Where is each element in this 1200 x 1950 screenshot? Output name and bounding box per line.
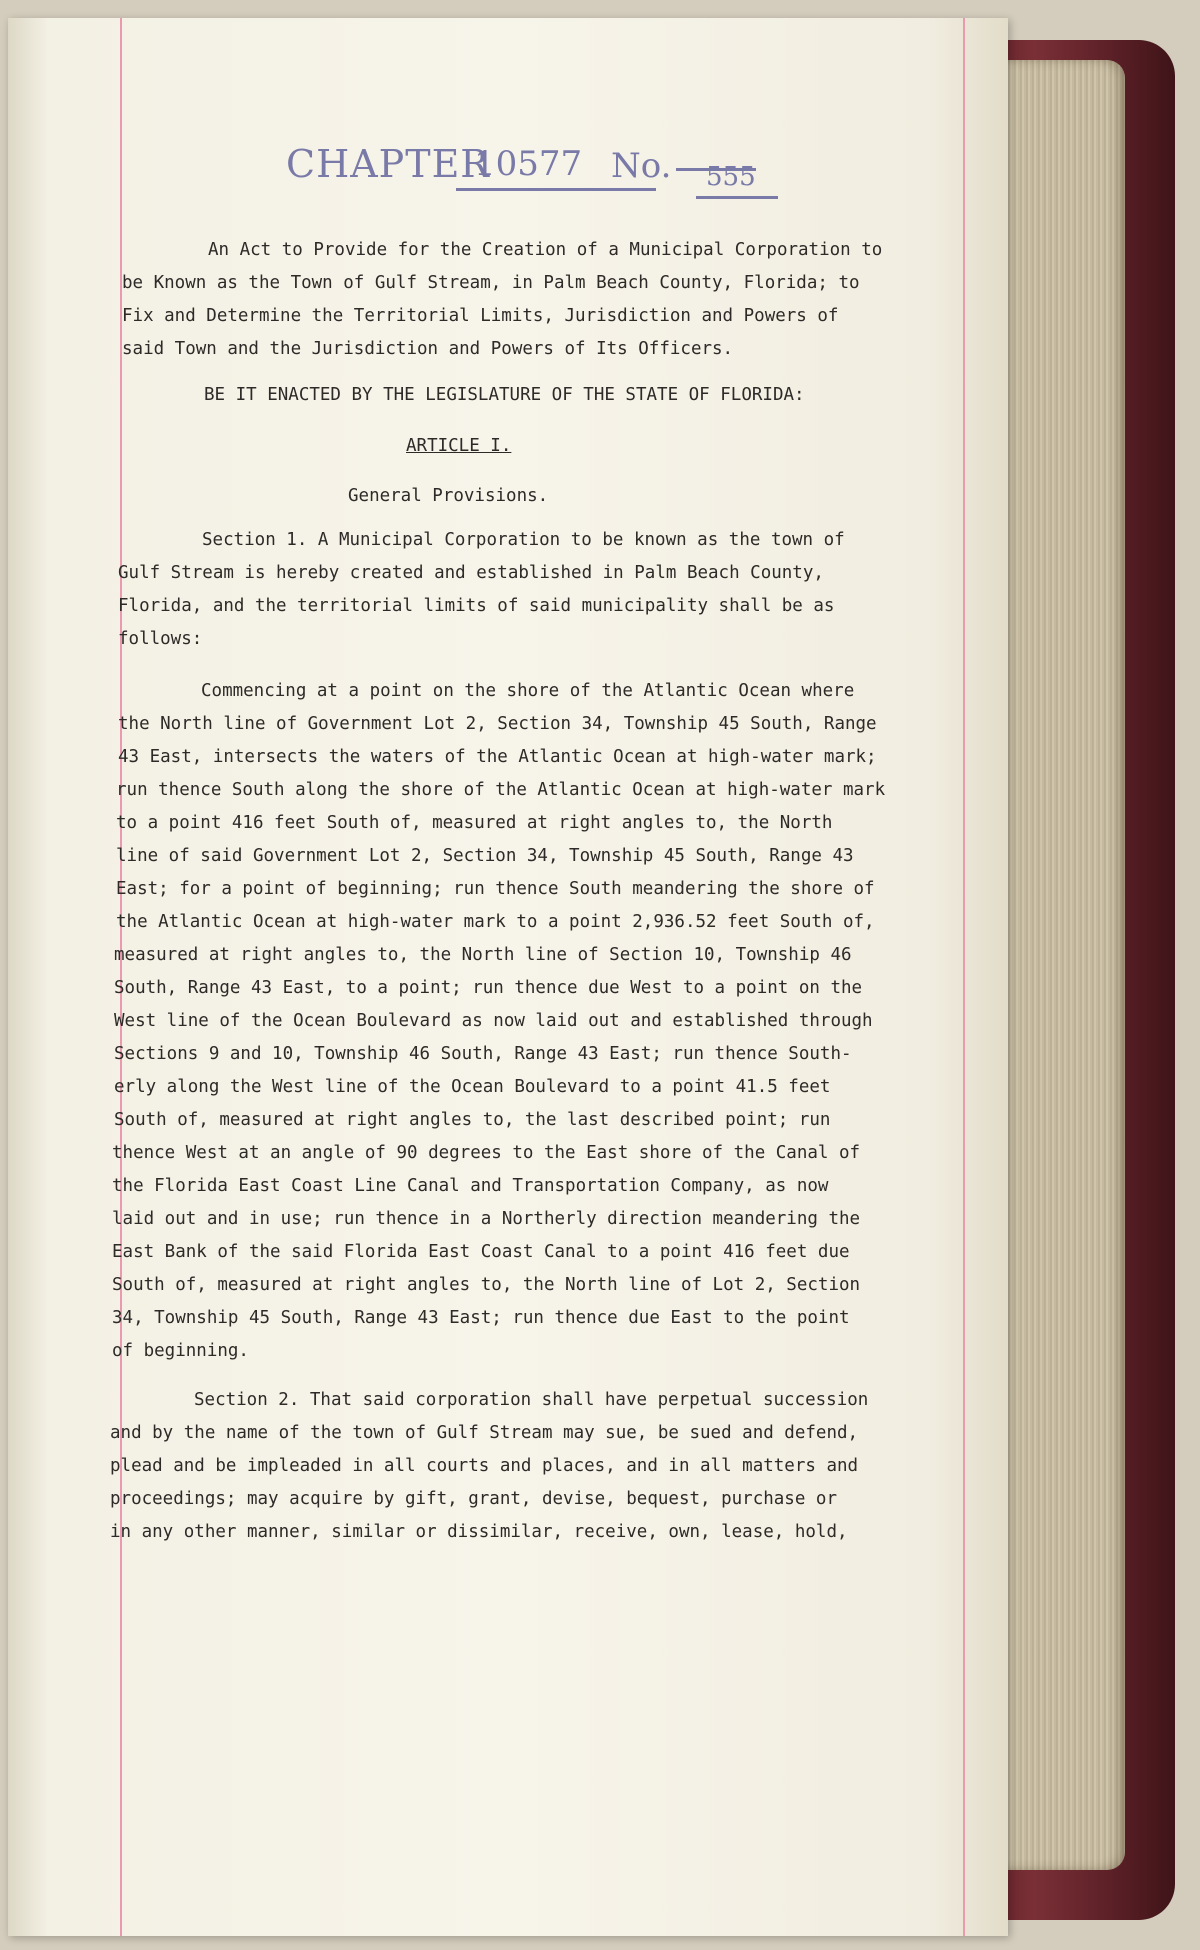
title-line: be Known as the Town of Gulf Stream, in Palm Beach County, Florida; to [122,273,860,293]
section-1-line: Florida, and the territorial limits of said municipality shall be as [118,596,835,616]
boundary-line: South, Range 43 East, to a point; run thence due West to a point on the [114,978,863,998]
title-line: Fix and Determine the Territorial Limits, Jurisdiction and Powers of [122,306,839,326]
chapter-number: 10577 [474,144,583,184]
section-2-line: proceedings; may acquire by gift, grant, devise, bequest, purchase or [110,1489,837,1509]
boundary-line: thence West at an angle of 90 degrees to the East shore of the Canal of [112,1143,861,1163]
boundary-line: South of, measured at right angles to, the North line of Lot 2, Section [112,1275,861,1295]
boundary-line: South of, measured at right angles to, the last described point; run [114,1110,831,1130]
article-subheading: General Provisions. [348,486,549,506]
enacting-clause: BE IT ENACTED BY THE LEGISLATURE OF THE STATE OF FLORIDA: [204,385,805,405]
boundary-line: run thence South along the shore of the Atlantic Ocean at high-water mark [116,780,886,800]
boundary-line: East; for a point of beginning; run thence South meandering the shore of [116,879,875,899]
document-page [8,18,1008,1936]
boundary-line: 43 East, intersects the waters of the Atlantic Ocean at high-water mark; [118,747,877,767]
no-label: No. [611,146,672,186]
boundary-line: Commencing at a point on the shore of the Atlantic Ocean where [201,681,855,701]
section-1-line: follows: [118,629,203,649]
page-edges [995,60,1125,1870]
chapter-label: CHAPTER [286,142,490,186]
boundary-line: West line of the Ocean Boulevard as now laid out and established through [114,1011,873,1031]
section-1-line: Gulf Stream is hereby created and established in Palm Beach County, [118,563,824,583]
section-1-line: Section 1. A Municipal Corporation to be known as the town of [202,530,845,550]
boundary-line: line of said Government Lot 2, Section 34, Township 45 South, Range 43 [116,846,854,866]
boundary-line: 34, Township 45 South, Range 43 East; run thence due East to the point [112,1308,850,1328]
chapter-stamp [276,136,836,216]
section-2-line: plead and be impleaded in all courts and places, and in all matters and [110,1456,859,1476]
title-line: said Town and the Jurisdiction and Powers of Its Officers. [122,339,734,359]
page-number: 555 [706,162,756,192]
boundary-line: measured at right angles to, the North line of Section 10, Township 46 [114,945,852,965]
chapter-underline [456,188,656,191]
boundary-line: laid out and in use; run thence in a Northerly direction meandering the [112,1209,861,1229]
section-2-line: Section 2. That said corporation shall have perpetual succession [194,1390,869,1410]
boundary-line: the Atlantic Ocean at high-water mark to a point 2,936.52 feet South of, [116,912,875,932]
boundary-line: the Florida East Coast Line Canal and Transportation Company, as now [112,1176,829,1196]
title-line: An Act to Provide for the Creation of a Municipal Corporation to [208,240,883,260]
boundary-line: to a point 416 feet South of, measured at right angles to, the North [116,813,833,833]
right-margin-line [963,18,965,1936]
boundary-line: erly along the West line of the Ocean Boulevard to a point 41.5 feet [114,1077,831,1097]
article-heading: ARTICLE I. [406,436,512,456]
boundary-line: of beginning. [112,1341,249,1361]
section-2-line: and by the name of the town of Gulf Stream may sue, be sued and defend, [110,1423,859,1443]
boundary-line: Sections 9 and 10, Township 46 South, Range 43 East; run thence South- [114,1044,852,1064]
page-number-underline [696,196,778,199]
section-2-line: in any other manner, similar or dissimilar, receive, own, lease, hold, [110,1522,848,1542]
boundary-line: East Bank of the said Florida East Coast Canal to a point 416 feet due [112,1242,850,1262]
boundary-line: the North line of Government Lot 2, Section 34, Township 45 South, Range [118,714,877,734]
